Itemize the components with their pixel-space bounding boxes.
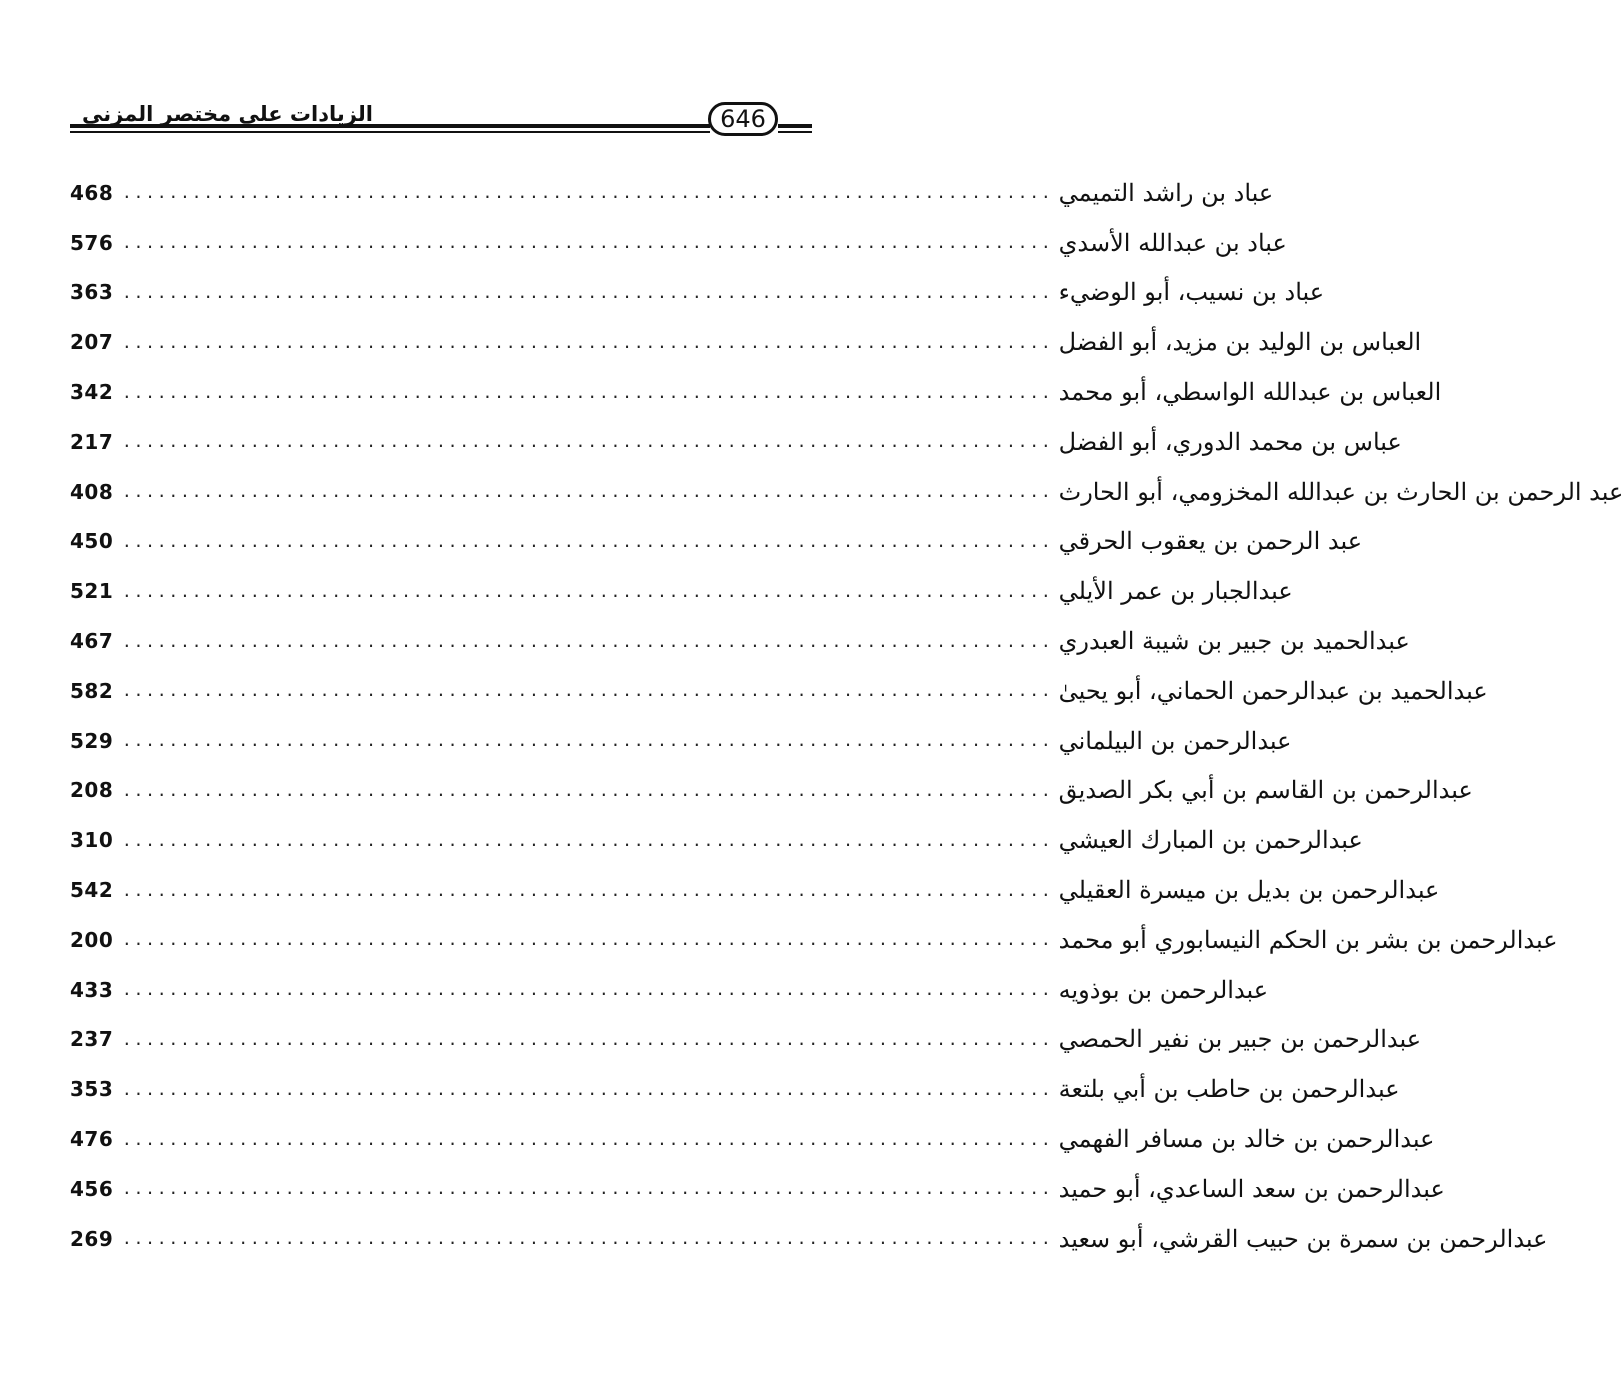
entry-name: عباد بن عبدالله الأسدي xyxy=(1058,228,1287,257)
index-entry xyxy=(70,1114,1435,1164)
index-entry xyxy=(70,815,1363,865)
index-entry xyxy=(70,1015,1422,1065)
entry-name: عبدالجبار بن عمر الأيلي xyxy=(1058,577,1293,606)
index-entry xyxy=(70,168,1274,218)
entry-name: عبدالرحمن بن سمرة بن حبيب القرشي، أبو سعيد xyxy=(1058,1224,1548,1253)
entry-page-number: 208 xyxy=(70,778,114,803)
dot-leader: ................................................................................ xyxy=(122,531,1053,551)
index-entry xyxy=(70,666,1488,716)
entry-page-number: 353 xyxy=(70,1077,114,1102)
entry-page-number: 576 xyxy=(70,230,114,255)
dot-leader: ................................................................................ xyxy=(122,282,1053,302)
dot-leader: ................................................................................ xyxy=(122,1179,1053,1199)
entry-page-number: 529 xyxy=(70,728,114,753)
entry-page-number: 467 xyxy=(70,629,114,654)
index-entry xyxy=(70,1064,1400,1114)
entry-name: عباد بن راشد التميمي xyxy=(1058,178,1274,207)
index-entry xyxy=(70,268,1325,318)
entry-name: عبدالحميد بن جبير بن شيبة العبدري xyxy=(1058,627,1410,656)
dot-leader: ................................................................................ xyxy=(122,1029,1053,1049)
entry-name: عباس بن محمد الدوري، أبو الفضل xyxy=(1058,427,1402,456)
dot-leader: ................................................................................ xyxy=(122,382,1053,402)
entry-name: عبد الرحمن بن الحارث بن عبدالله المخزومي، أبو الحارث xyxy=(1058,477,1623,506)
entry-name: عبدالرحمن بن بوذويه xyxy=(1058,975,1269,1004)
dot-leader: ................................................................................ xyxy=(122,830,1053,850)
entry-page-number: 237 xyxy=(70,1027,114,1052)
index-entry xyxy=(70,766,1473,816)
index-entry xyxy=(70,965,1269,1015)
index-entry xyxy=(70,1164,1445,1214)
dot-leader: ................................................................................ xyxy=(122,980,1053,1000)
entry-page-number: 200 xyxy=(70,927,114,952)
index-entry xyxy=(70,417,1402,467)
dot-leader: ................................................................................ xyxy=(122,1079,1053,1099)
entry-name: عباد بن نسيب، أبو الوضيء xyxy=(1058,278,1325,307)
index-entry xyxy=(70,716,1292,766)
dot-leader: ................................................................................ xyxy=(122,780,1053,800)
header-rule-thin xyxy=(70,131,710,133)
page-header xyxy=(70,100,812,140)
entry-name: عبدالرحمن بن البيلماني xyxy=(1058,726,1292,755)
dot-leader: ................................................................................ xyxy=(122,731,1053,751)
index-entry xyxy=(70,367,1442,417)
entry-name: عبدالرحمن بن بشر بن الحكم النيسابوري أبو محمد xyxy=(1058,925,1558,954)
dot-leader: ................................................................................ xyxy=(122,233,1053,253)
entry-page-number: 342 xyxy=(70,380,114,405)
entry-page-number: 269 xyxy=(70,1226,114,1251)
index-entry xyxy=(70,865,1440,915)
page-number-badge: 646 xyxy=(708,102,778,136)
entry-name: عبدالرحمن بن بديل بن ميسرة العقيلي xyxy=(1058,876,1440,905)
entry-name: عبدالرحمن بن سعد الساعدي، أبو حميد xyxy=(1058,1174,1445,1203)
index-entry xyxy=(70,467,1623,517)
dot-leader: ................................................................................ xyxy=(122,332,1053,352)
entry-name: عبدالرحمن بن خالد بن مسافر الفهمي xyxy=(1058,1125,1435,1154)
entry-name: عبدالرحمن بن المبارك العيشي xyxy=(1058,826,1363,855)
book-title: الزيادات على مختصر المزني xyxy=(82,102,373,126)
index-entry xyxy=(70,517,1363,567)
entry-page-number: 363 xyxy=(70,280,114,305)
index-entry xyxy=(70,218,1287,268)
dot-leader: ................................................................................ xyxy=(122,681,1053,701)
entry-page-number: 433 xyxy=(70,977,114,1002)
dot-leader: ................................................................................ xyxy=(122,1229,1053,1249)
entry-name: عبدالرحمن بن القاسم بن أبي بكر الصديق xyxy=(1058,776,1473,805)
index-entry xyxy=(70,317,1422,367)
entry-page-number: 456 xyxy=(70,1176,114,1201)
entry-page-number: 476 xyxy=(70,1127,114,1152)
index-entry xyxy=(70,566,1293,616)
header-rule-right-thick xyxy=(778,124,812,128)
entry-page-number: 582 xyxy=(70,678,114,703)
entry-name: عبدالحميد بن عبدالرحمن الحماني، أبو يحيىٰ xyxy=(1058,676,1488,705)
index-entry xyxy=(70,915,1558,965)
dot-leader: ................................................................................ xyxy=(122,581,1053,601)
entry-name: عبدالرحمن بن جبير بن نفير الحمصي xyxy=(1058,1025,1422,1054)
entry-page-number: 450 xyxy=(70,529,114,554)
entry-name: عبدالرحمن بن حاطب بن أبي بلتعة xyxy=(1058,1075,1400,1104)
entry-page-number: 521 xyxy=(70,579,114,604)
header-rule-right-thin xyxy=(778,131,812,133)
entry-page-number: 310 xyxy=(70,828,114,853)
index-entry xyxy=(70,1214,1548,1264)
dot-leader: ................................................................................ xyxy=(122,880,1053,900)
entry-name: عبد الرحمن بن يعقوب الحرقي xyxy=(1058,527,1363,556)
dot-leader: ................................................................................ xyxy=(122,482,1053,502)
dot-leader: ................................................................................ xyxy=(122,183,1053,203)
entry-name: العباس بن الوليد بن مزيد، أبو الفضل xyxy=(1058,328,1422,357)
index-entry xyxy=(70,616,1410,666)
dot-leader: ................................................................................ xyxy=(122,930,1053,950)
entry-name: العباس بن عبدالله الواسطي، أبو محمد xyxy=(1058,378,1442,407)
dot-leader: ................................................................................ xyxy=(122,432,1053,452)
dot-leader: ................................................................................ xyxy=(122,631,1053,651)
dot-leader: ................................................................................ xyxy=(122,1129,1053,1149)
entry-page-number: 207 xyxy=(70,330,114,355)
index-list xyxy=(70,168,1623,1264)
entry-page-number: 468 xyxy=(70,180,114,205)
entry-page-number: 217 xyxy=(70,429,114,454)
entry-page-number: 542 xyxy=(70,878,114,903)
entry-page-number: 408 xyxy=(70,479,114,504)
